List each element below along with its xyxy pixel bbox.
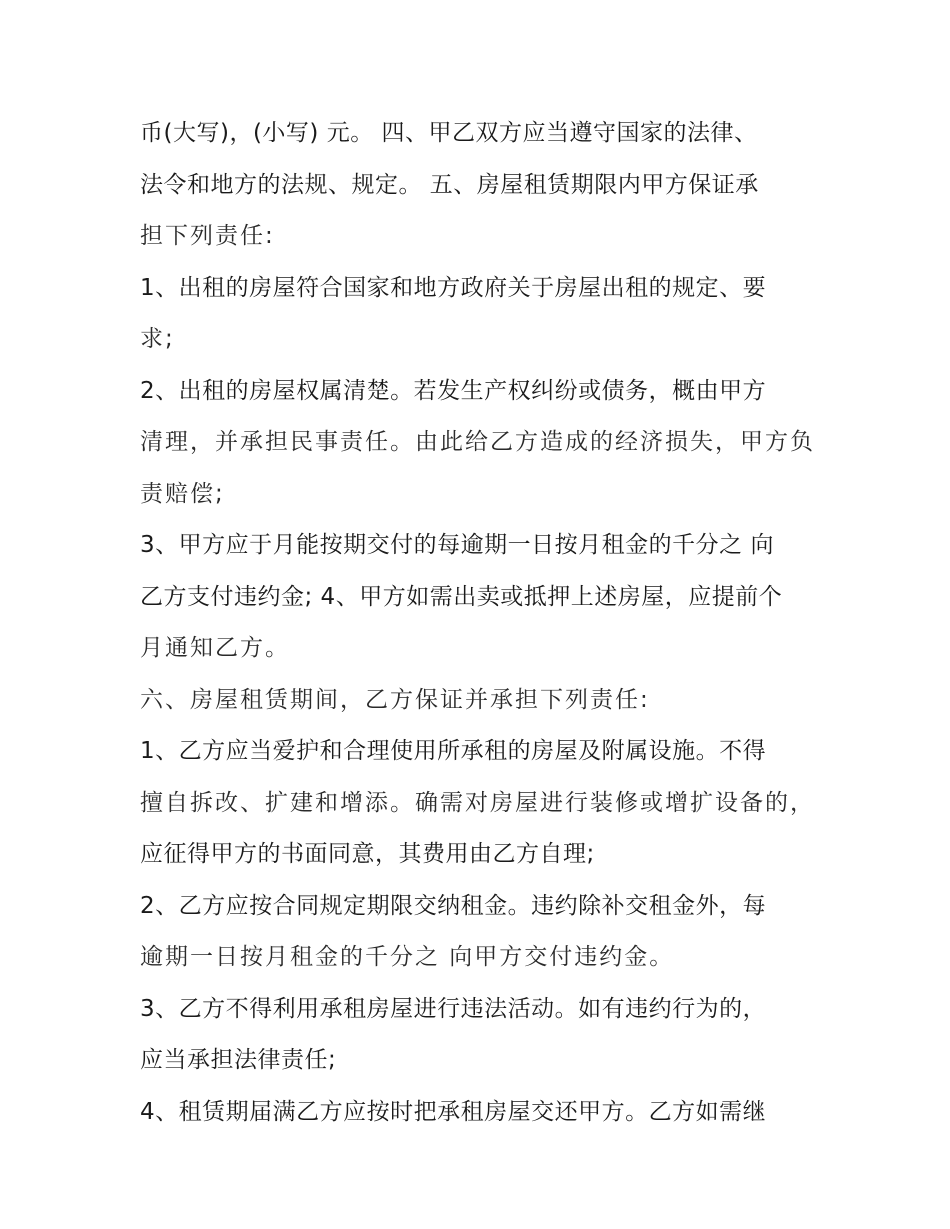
text-line: 乙方支付违约金; 4、甲方如需出卖或抵押上述房屋，应提前个 bbox=[140, 583, 783, 610]
text-line: 币(大写)，(小写) 元。 四、甲乙双方应当遵守国家的法律、 bbox=[140, 120, 758, 146]
text-line: 擅自拆改、扩建和增添。确需对房屋进行装修或增扩设备的， bbox=[140, 789, 815, 816]
text-line: 逾期一日按月租金的千分之 向甲方交付违约金。 bbox=[140, 944, 675, 970]
text-line: 应当承担法律责任; bbox=[140, 1047, 337, 1073]
text-line: 3、乙方不得利用承租房屋进行违法活动。如有违约行为的， bbox=[140, 995, 767, 1022]
text-line: 2、乙方应按合同规定期限交纳租金。违约除补交租金外，每 bbox=[140, 892, 767, 919]
text-line: 法令和地方的法规、规定。 五、房屋租赁期限内甲方保证承 bbox=[140, 171, 759, 198]
text-line: 4、租赁期届满乙方应按时把承租房屋交还甲方。乙方如需继 bbox=[140, 1098, 767, 1125]
document-body bbox=[140, 108, 830, 1138]
text-line: 1、乙方应当爱护和合理使用所承租的房屋及附属设施。不得 bbox=[140, 738, 767, 764]
text-line: 月通知乙方。 bbox=[140, 635, 290, 661]
text-line: 3、甲方应于月能按期交付的每逾期一日按月租金的千分之 向 bbox=[140, 532, 774, 558]
text-line: 担下列责任: bbox=[140, 223, 275, 249]
text-line: 责赔偿; bbox=[140, 480, 225, 507]
text-line: 2、出租的房屋权属清楚。若发生产权纠纷或债务，概由甲方 bbox=[140, 377, 767, 404]
text-line: 六、房屋租赁期间，乙方保证并承担下列责任: bbox=[140, 686, 650, 713]
text-line: 1、出租的房屋符合国家和地方政府关于房屋出租的规定、要 bbox=[140, 274, 767, 301]
text-line: 清理，并承担民事责任。由此给乙方造成的经济损失，甲方负 bbox=[140, 429, 815, 455]
text-line: 求; bbox=[140, 326, 175, 352]
text-line: 应征得甲方的书面同意，其费用由乙方自理; bbox=[140, 841, 595, 867]
